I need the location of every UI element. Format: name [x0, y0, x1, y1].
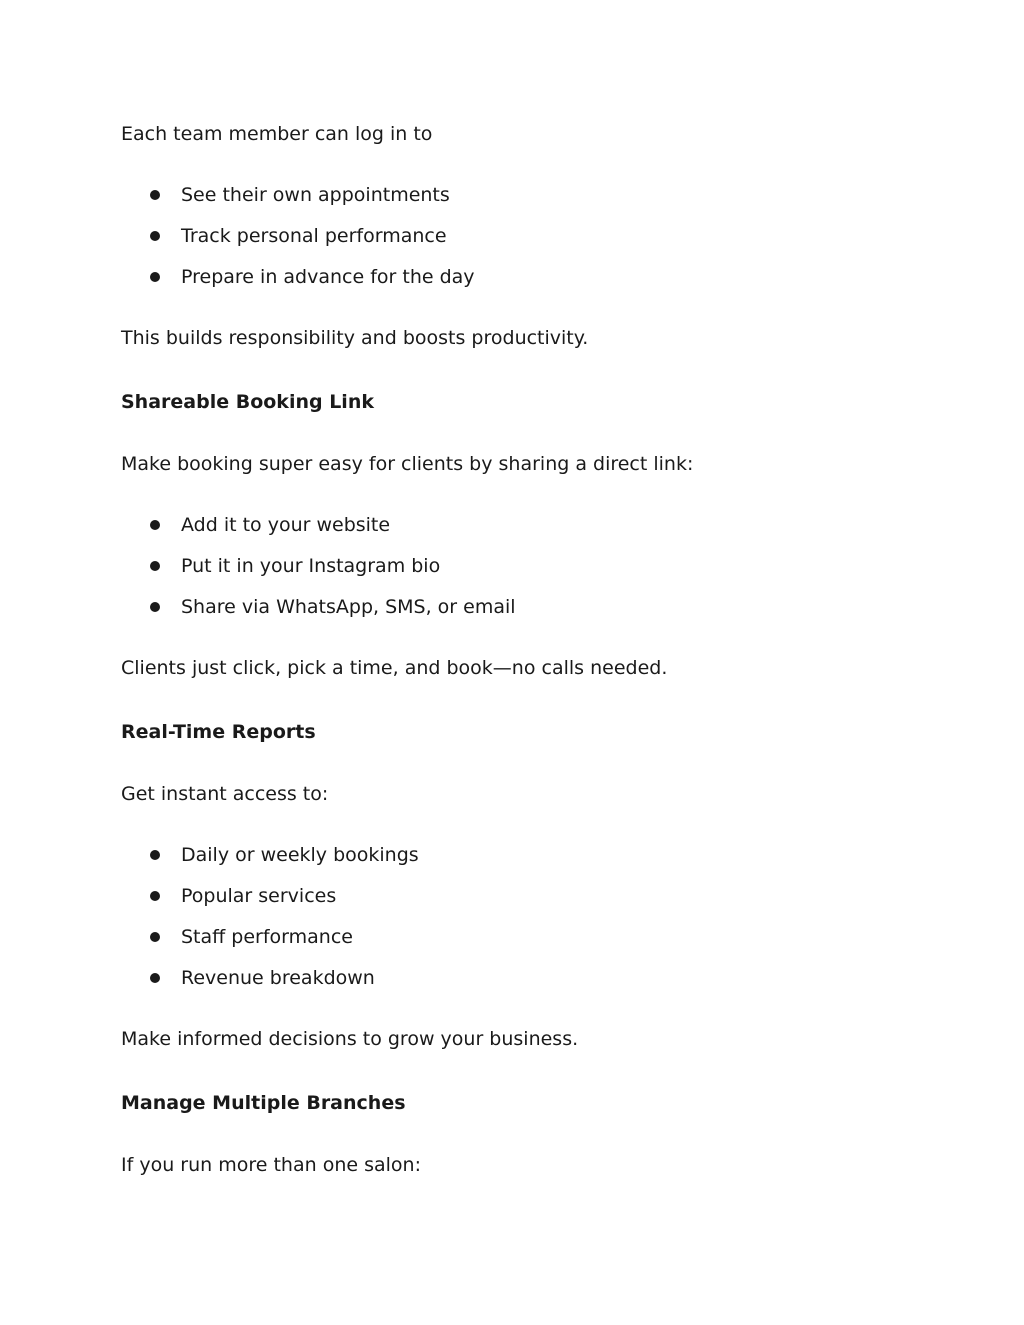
bullet-icon — [150, 190, 160, 200]
list-item-text: Track personal performance — [181, 225, 447, 247]
section-heading-booking-link: Shareable Booking Link — [121, 391, 374, 413]
reports-text: Get instant access to: — [121, 783, 329, 805]
bullet-icon — [150, 272, 160, 282]
bullet-icon — [150, 561, 160, 571]
list-item-text: Prepare in advance for the day — [181, 266, 475, 288]
list-item-text: Put it in your Instagram bio — [181, 555, 441, 577]
section-heading-branches: Manage Multiple Branches — [121, 1092, 406, 1114]
bullet-icon — [150, 932, 160, 942]
bullet-icon — [150, 850, 160, 860]
list-item-text: Add it to your website — [181, 514, 391, 536]
intro-closing: This builds responsibility and boosts productivity. — [121, 327, 589, 349]
section-heading-reports: Real-Time Reports — [121, 721, 316, 743]
list-item-text: Popular services — [181, 885, 337, 907]
bullet-icon — [150, 520, 160, 530]
list-item-text: Share via WhatsApp, SMS, or email — [181, 596, 516, 618]
list-item-text: See their own appointments — [181, 184, 450, 206]
intro-text: Each team member can log in to — [121, 123, 433, 145]
booking-link-text: Make booking super easy for clients by sharing a direct link: — [121, 453, 694, 475]
bullet-icon — [150, 602, 160, 612]
bullet-icon — [150, 231, 160, 241]
bullet-icon — [150, 891, 160, 901]
list-item-text: Revenue breakdown — [181, 967, 375, 989]
list-item-text: Daily or weekly bookings — [181, 844, 419, 866]
branches-text: If you run more than one salon: — [121, 1154, 421, 1176]
booking-link-closing: Clients just click, pick a time, and book—no calls needed. — [121, 657, 668, 679]
reports-closing: Make informed decisions to grow your business. — [121, 1028, 579, 1050]
list-item-text: Staff performance — [181, 926, 353, 948]
bullet-icon — [150, 973, 160, 983]
